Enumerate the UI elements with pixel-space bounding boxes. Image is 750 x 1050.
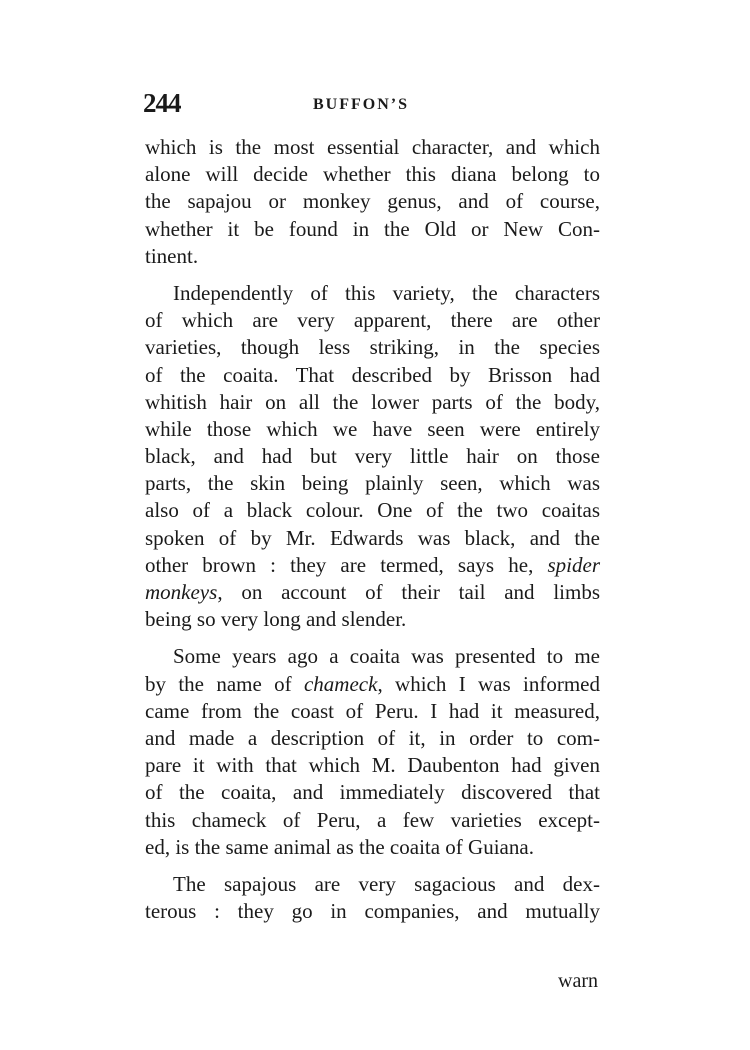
paragraph-4 xyxy=(145,871,600,925)
text-run: , on account of their tail and limbs xyxy=(217,580,600,604)
text-line: of the coaita. That described by Brisson had xyxy=(145,362,600,387)
text-run: by the name of xyxy=(145,671,304,696)
text-line: came from the coast of Peru. I had it measured, xyxy=(145,698,600,723)
body-text xyxy=(145,134,600,925)
text-line: The sapajous are very sagacious and dex- xyxy=(173,871,600,896)
text-line: terous : they go in companies, and mutually xyxy=(145,899,600,924)
catchword: warn xyxy=(558,970,598,992)
paragraph-2 xyxy=(145,280,600,633)
paragraph-1 xyxy=(145,134,600,270)
text-run: , which I was informed xyxy=(377,671,600,696)
text-line xyxy=(145,579,600,606)
page-number: 244 xyxy=(143,88,181,118)
text-line: tinent. xyxy=(145,243,199,268)
text-run: other brown : they are termed, says he, xyxy=(145,552,548,577)
text-line: whitish hair on all the lower parts of the body, xyxy=(145,389,600,414)
text-line: ed, is the same animal as the coaita of Guiana. xyxy=(145,834,534,859)
text-line xyxy=(145,552,600,579)
text-line xyxy=(145,671,600,698)
text-line: the sapajou or monkey genus, and of course, xyxy=(145,189,600,214)
text-line: while those which we have seen were entirely xyxy=(145,416,600,441)
text-line: which is the most essential character, and which xyxy=(145,135,600,159)
text-line: Some years ago a coaita was presented to me xyxy=(173,644,600,669)
italic-term: monkeys xyxy=(145,580,218,604)
text-line: of which are very apparent, there are other xyxy=(145,308,600,333)
text-line: Independently of this variety, the characters xyxy=(173,280,600,305)
italic-term: spider xyxy=(547,552,600,577)
italic-term: chameck xyxy=(303,671,378,696)
text-line: varieties, though less striking, in the species xyxy=(145,335,600,360)
text-line: and made a description of it, in order to com- xyxy=(145,725,600,750)
text-line: alone will decide whether this diana belong to xyxy=(145,162,600,187)
running-title: BUFFON’S xyxy=(313,96,409,113)
text-line: parts, the skin being plainly seen, which was xyxy=(145,471,600,496)
text-line: whether it be found in the Old or New Con- xyxy=(145,216,600,241)
text-line: of the coaita, and immediately discovered that xyxy=(145,780,600,805)
text-line: being so very long and slender. xyxy=(145,607,407,632)
text-line: also of a black colour. One of the two coaitas xyxy=(145,498,600,523)
paragraph-3 xyxy=(145,643,600,861)
running-head xyxy=(143,88,598,124)
text-line: spoken of by Mr. Edwards was black, and the xyxy=(145,525,600,550)
text-line: this chameck of Peru, a few varieties except- xyxy=(145,807,600,832)
text-line: pare it with that which M. Daubenton had given xyxy=(145,753,600,778)
text-line: black, and had but very little hair on those xyxy=(145,444,600,469)
